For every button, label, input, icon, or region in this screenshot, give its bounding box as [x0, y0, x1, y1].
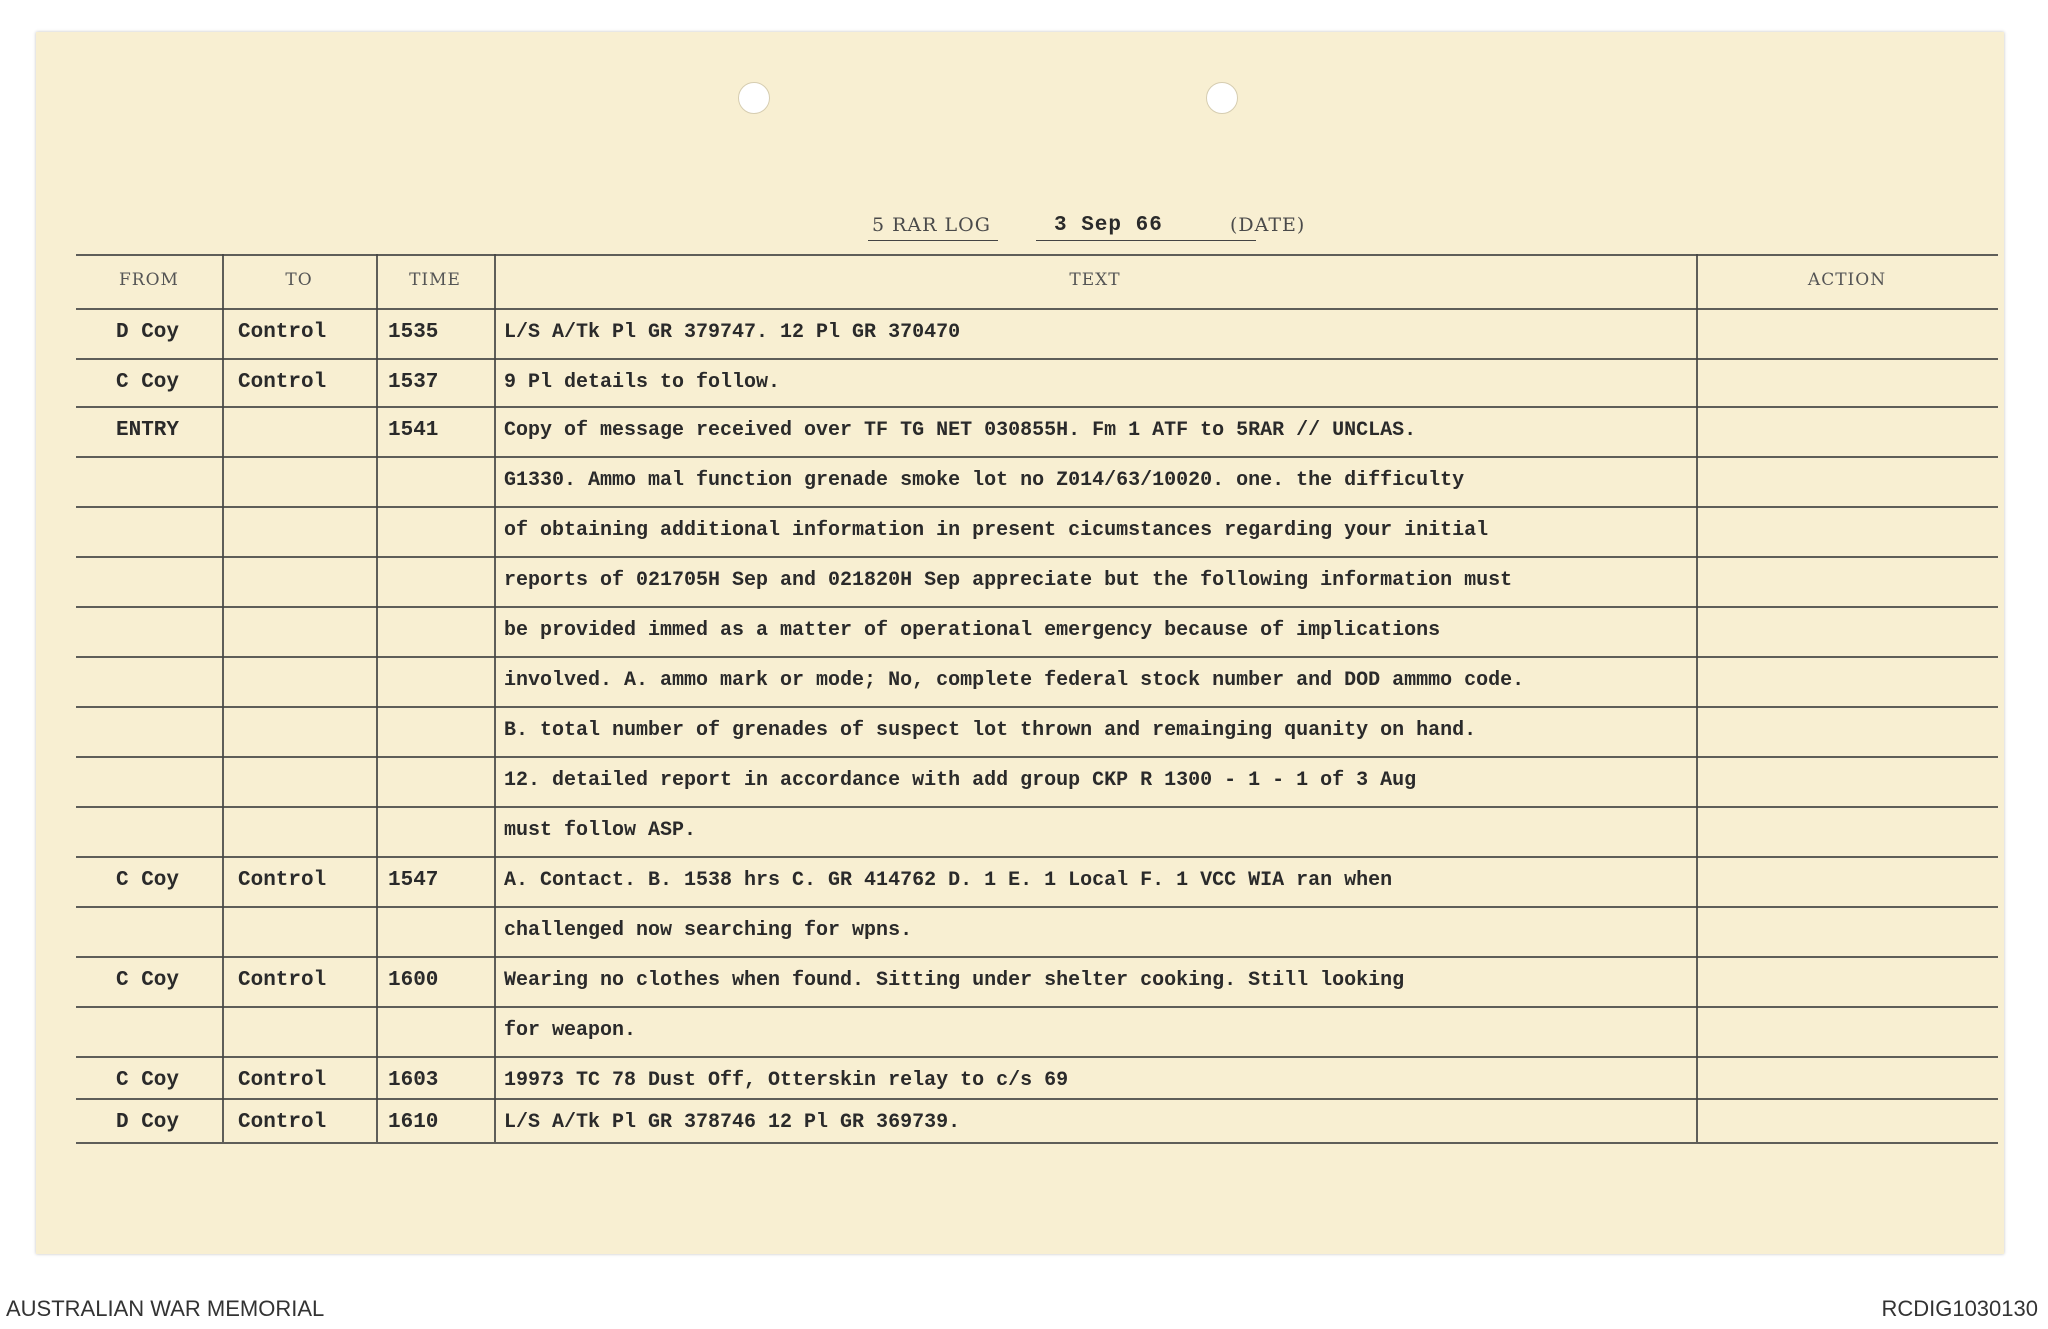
table-row-text: 9 Pl details to follow. — [504, 371, 781, 394]
table-row-text: 19973 TC 78 Dust Off, Otterskin relay to c/s 69 — [504, 1069, 1069, 1092]
table-row-time: 1610 — [388, 1111, 439, 1134]
table-row-text: Wearing no clothes when found. Sitting under shelter cooking. Still looking — [504, 969, 1405, 992]
table-row-to: Control — [238, 321, 327, 344]
table-row-rule — [76, 656, 1998, 658]
table-row-text: B. total number of grenades of suspect lot thrown and remainging quanity on hand. — [504, 719, 1477, 742]
table-row-text: G1330. Ammo mal function grenade smoke lot no Z014/63/10020. one. the difficulty — [504, 469, 1465, 492]
table-row-rule — [76, 956, 1998, 958]
footer-record-id: RCDIG1030130 — [1881, 1296, 2038, 1321]
table-row-rule — [76, 1006, 1998, 1008]
table-row-from: C Coy — [116, 869, 180, 892]
table-row-text: Copy of message received over TF TG NET 030855H. Fm 1 ATF to 5RAR // UNCLAS. — [504, 419, 1417, 442]
table-row-rule — [76, 856, 1998, 858]
table-row-rule — [76, 456, 1998, 458]
table-row-from: C Coy — [116, 969, 180, 992]
table-row-rule — [76, 706, 1998, 708]
table-row-from: D Coy — [116, 1111, 180, 1134]
table-row-rule — [76, 1098, 1998, 1100]
table-row-time: 1541 — [388, 419, 439, 442]
table-row-rule — [76, 806, 1998, 808]
column-header-action: ACTION — [1807, 270, 1887, 290]
punch-hole-right-icon — [1206, 82, 1238, 114]
log-title-underline — [868, 240, 998, 241]
log-date-underline — [1036, 240, 1256, 241]
footer-archive-name: AUSTRALIAN WAR MEMORIAL — [6, 1296, 325, 1321]
column-header-to: TO — [285, 270, 313, 290]
table-row-text: A. Contact. B. 1538 hrs C. GR 414762 D. 1 E. 1 Local F. 1 VCC WIA ran when — [504, 869, 1393, 892]
log-date-label: (DATE) — [1230, 214, 1306, 236]
column-header-text: TEXT — [1069, 270, 1121, 290]
table-row-time: 1603 — [388, 1069, 439, 1092]
table-row-to: Control — [238, 1069, 327, 1092]
table-row-from: ENTRY — [116, 419, 180, 442]
table-row-from: C Coy — [116, 1069, 180, 1092]
log-title: 5 RAR LOG — [872, 214, 991, 236]
table-column-rule — [1696, 254, 1698, 1142]
table-row-rule — [76, 358, 1998, 360]
table-row-rule — [76, 406, 1998, 408]
table-row-text: L/S A/Tk Pl GR 379747. 12 Pl GR 370470 — [504, 321, 961, 344]
table-row-text: reports of 021705H Sep and 021820H Sep appreciate but the following information must — [504, 569, 1513, 592]
table-row-time: 1600 — [388, 969, 439, 992]
column-header-time: TIME — [409, 270, 461, 290]
table-row-from: D Coy — [116, 321, 180, 344]
table-top-rule — [76, 254, 1998, 256]
table-row-to: Control — [238, 969, 327, 992]
table-column-rule — [494, 254, 496, 1142]
table-row-text: must follow ASP. — [504, 819, 697, 842]
table-row-text: for weapon. — [504, 1019, 637, 1042]
table-row-rule — [76, 556, 1998, 558]
table-row-to: Control — [238, 371, 327, 394]
table-row-text: L/S A/Tk Pl GR 378746 12 Pl GR 369739. — [504, 1111, 961, 1134]
table-row-text: be provided immed as a matter of operational emergency because of implications — [504, 619, 1441, 642]
table-row-rule — [76, 506, 1998, 508]
column-header-from: FROM — [119, 270, 179, 290]
log-sheet — [36, 32, 2004, 1254]
table-row-time: 1535 — [388, 321, 439, 344]
table-row-rule — [76, 756, 1998, 758]
punch-hole-left-icon — [738, 82, 770, 114]
log-date-value: 3 Sep 66 — [1054, 214, 1163, 237]
table-column-rule — [376, 254, 378, 1142]
table-row-rule — [76, 906, 1998, 908]
table-row-to: Control — [238, 869, 327, 892]
table-column-rule — [222, 254, 224, 1142]
table-row-rule — [76, 606, 1998, 608]
table-row-rule — [76, 1056, 1998, 1058]
table-row-to: Control — [238, 1111, 327, 1134]
table-row-text: of obtaining additional information in present cicumstances regarding your initial — [504, 519, 1489, 542]
table-row-time: 1537 — [388, 371, 439, 394]
table-row-rule — [76, 1142, 1998, 1144]
table-row-text: 12. detailed report in accordance with add group CKP R 1300 - 1 - 1 of 3 Aug — [504, 769, 1417, 792]
table-row-time: 1547 — [388, 869, 439, 892]
table-header-rule — [76, 308, 1998, 310]
table-row-text: challenged now searching for wpns. — [504, 919, 913, 942]
table-row-from: C Coy — [116, 371, 180, 394]
table-row-text: involved. A. ammo mark or mode; No, complete federal stock number and DOD ammmo code. — [504, 669, 1525, 692]
